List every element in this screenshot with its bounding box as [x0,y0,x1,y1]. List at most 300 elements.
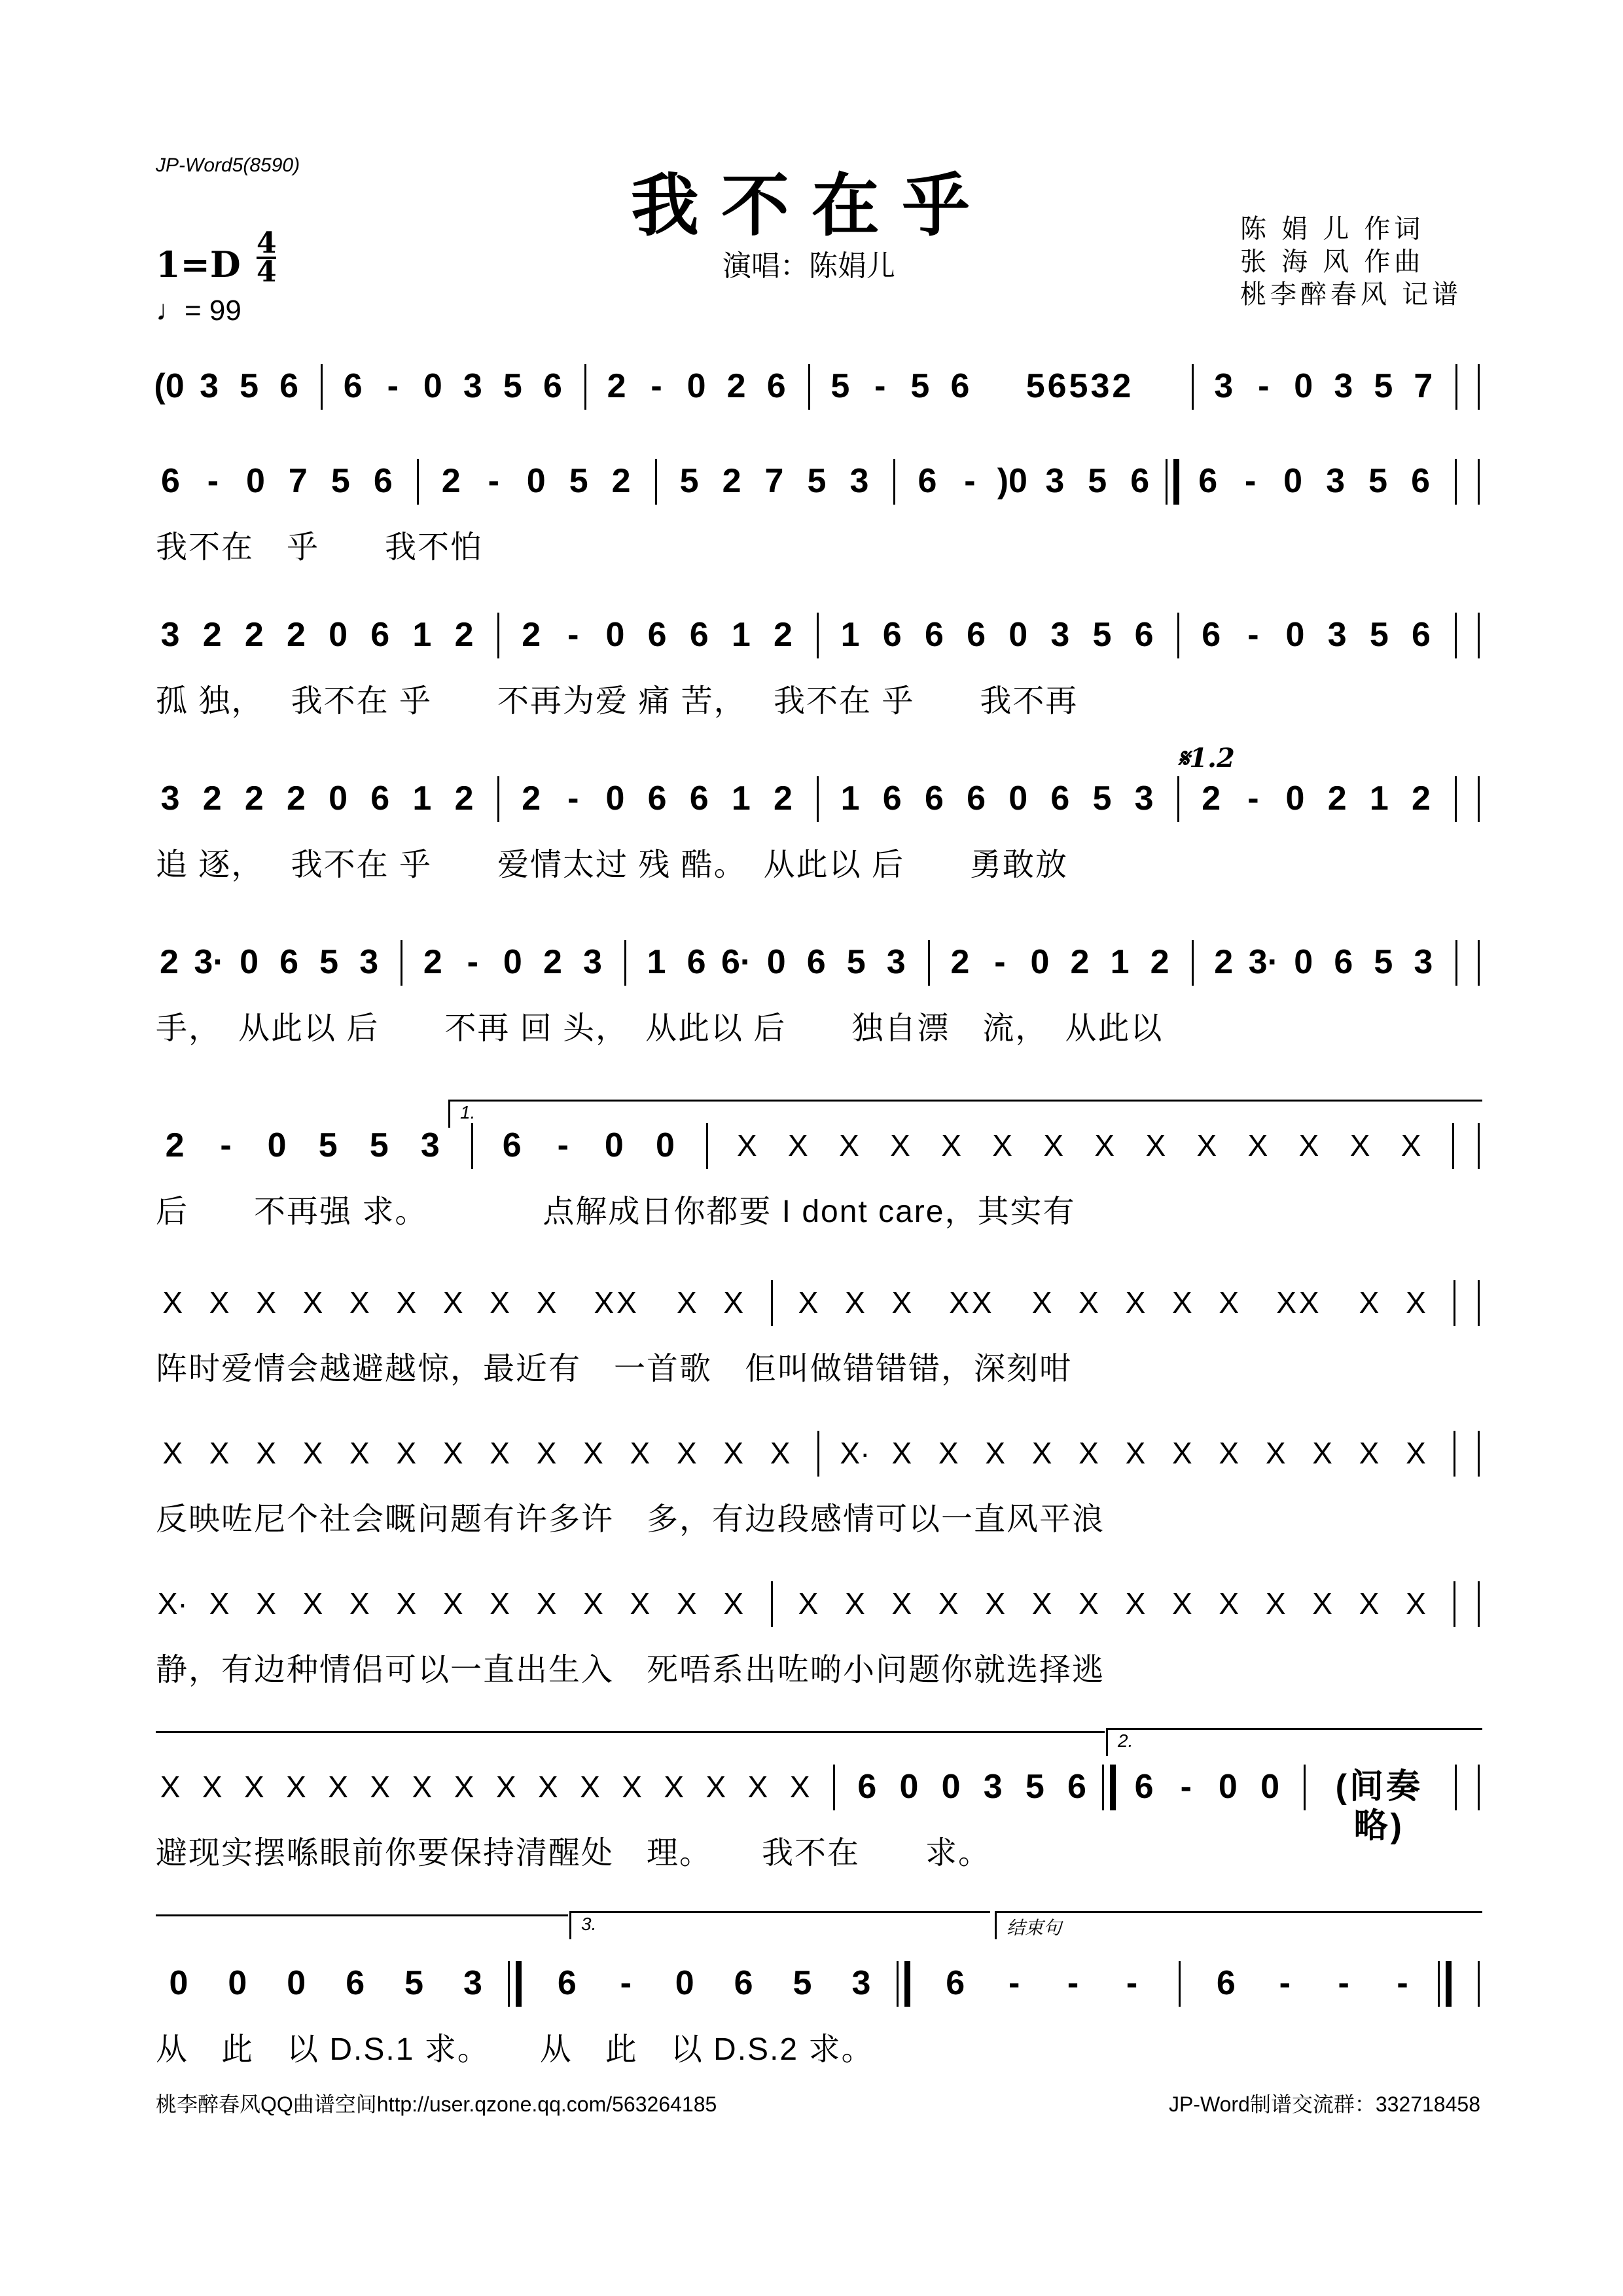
singer-credit: 演唱：陈娟儿 [722,250,895,282]
barline-end [1478,1765,1480,1810]
system-line [156,1731,1105,1733]
barline-end [1478,1581,1480,1627]
note: 3 [160,616,180,654]
note: X [349,1285,370,1319]
note: 3 [851,1964,871,2002]
lyric-line: 避现实摆喺眼前你要保持清醒处 理。 我不在 求。 [156,1836,991,1871]
barline [321,364,323,410]
note: X [1031,1587,1052,1621]
note: 0 [1008,780,1028,817]
barline [1455,1765,1457,1810]
notation-row [149,1126,1480,1165]
note: 2 [287,616,306,654]
note: 2 [522,780,541,817]
note: X [349,1436,370,1470]
note: X [891,1587,912,1621]
note: X [839,1128,859,1162]
barline [1179,1961,1181,2007]
note: - [620,1964,632,2002]
note: 3 [1050,616,1070,654]
note: X [891,1436,912,1470]
note: X [736,1128,757,1162]
note: X [302,1587,323,1621]
note: X· [840,1436,870,1470]
note: 6 [924,616,944,654]
volta-3-label: 3. [581,1914,597,1934]
notation-row [149,367,1480,406]
note: X [992,1128,1012,1162]
note: X [1219,1587,1240,1621]
song-title: 我不在乎 [630,165,992,245]
note: X [396,1285,417,1319]
notation-row [149,1283,1480,1322]
barline [928,940,930,986]
lyric-line: 孤 独， 我不在 乎 不再为爱 痛 苦， 我不在 乎 我不再 [156,684,1079,719]
note: 0 [267,1126,287,1164]
note: X [938,1436,959,1470]
note: X [1171,1436,1192,1470]
note: X [1031,1436,1052,1470]
lyric-line: 手， 从此以 后 不再 回 头， 从此以 后 独自漂 流， 从此以 [156,1011,1164,1046]
note: XX [594,1285,639,1319]
note: 6 [279,367,299,405]
note: 0 [655,1126,675,1164]
note: 6 [950,367,970,405]
barline-end [1478,1123,1480,1169]
barline [1455,613,1457,658]
lyric-line: 反映咗尼个社会嘅问题有许多许 多，有边段感情可以一直风平浪 [156,1502,1105,1537]
note: 5 [404,1964,424,2002]
note: X [664,1770,685,1804]
barline [817,613,819,658]
note: XX [1276,1285,1322,1319]
note: - [1067,1964,1079,2002]
note: X [798,1285,819,1319]
barline [706,1123,708,1169]
note: X [162,1285,183,1319]
note: X [209,1587,230,1621]
note: X [1079,1285,1099,1319]
note: X [845,1285,865,1319]
note: X [1125,1587,1146,1621]
note: - [874,367,886,405]
barline [808,364,810,410]
note: X [1359,1285,1380,1319]
barline [771,1280,773,1326]
note: 6 [1411,616,1431,654]
note: 0 [1008,616,1028,654]
note: X [1125,1285,1146,1319]
note: 5 [318,1126,338,1164]
note: 6 [1067,1768,1086,1806]
barline [1452,1123,1454,1169]
note: X [985,1587,1005,1621]
composer-credit: 张 海 风 作曲 [1240,247,1425,276]
barline [1455,459,1457,505]
note: X [1298,1128,1319,1162]
note: 0 [423,367,442,405]
note: 0 [1285,780,1305,817]
note: 6 [1202,616,1221,654]
note: X [536,1587,557,1621]
note: 2 [607,367,626,405]
note: 6 [346,1964,365,2002]
note: X [676,1285,697,1319]
note: 3 [983,1768,1003,1806]
note: 3 [582,943,602,981]
note: 5 [1369,616,1389,654]
note: 5 [1368,462,1388,500]
note: 3· [194,943,224,981]
note: 6 [279,943,299,981]
note: 0 [1030,943,1050,981]
barline [417,459,419,505]
note: X [370,1770,391,1804]
note: 0 [605,616,625,654]
note: X [723,1587,744,1621]
note: - [488,462,499,500]
note: 6 [687,943,706,981]
lyric-line: 追 逐， 我不在 乎 爱情太过 残 酷。 从此以 后 勇敢放 [156,848,1069,882]
note: 5 [1374,943,1393,981]
note: 3 [200,367,219,405]
barline-end [1478,1431,1480,1477]
note: 0 [941,1768,961,1806]
lyric-line: 我不在 乎 我不怕 [156,530,484,565]
note: X [891,1285,912,1319]
note: 6 [1050,780,1070,817]
volta-2-label: 2. [1118,1731,1133,1751]
barline-end [1478,1280,1480,1326]
note: 3 [1134,780,1154,817]
note: 6 [161,462,180,500]
note: 6 [1411,462,1430,500]
barline [1455,940,1457,986]
note: 2 [423,943,442,981]
note: X [1406,1587,1426,1621]
note: 6 [373,462,393,500]
lyric-line: 从 此 以 D.S.1 求。 从 此 以 D.S.2 求。 [156,2032,874,2067]
note: 2 [441,462,461,500]
segno-mark: 𝄋1.2 [1178,743,1235,774]
note: 0 [228,1964,247,2002]
note: X [580,1770,600,1804]
note: 6 [689,616,709,654]
note: 2 [454,616,474,654]
note: X [705,1770,726,1804]
note: X [1079,1587,1099,1621]
note: X [1406,1436,1426,1470]
lyric-line: 阵时爱情会越避越惊，最近有 一首歌 佢叫做错错错，深刻咁 [156,1352,1073,1386]
note: 6 [857,1768,877,1806]
notation-row [149,942,1480,982]
note: 1 [840,616,860,654]
note: X [583,1587,603,1621]
barline [1192,364,1194,410]
note: 6 [647,780,667,817]
note: 6 [806,943,826,981]
note: 2 [202,780,222,817]
note: X [676,1587,697,1621]
time-bottom: 4 [257,255,277,289]
note: 3 [1334,367,1353,405]
note: 0 [1260,1768,1279,1806]
note: 3 [420,1126,440,1164]
note: 6 [502,1126,522,1164]
note: X [1125,1436,1146,1470]
barline-end [1478,459,1480,505]
note: X [890,1128,910,1162]
note: 3 [1327,616,1347,654]
note: 5 [1025,1768,1044,1806]
barline [1177,776,1179,822]
note: 0 [169,1964,188,2002]
note: X [1247,1128,1268,1162]
note: 5 [240,367,259,405]
note: 1 [731,616,751,654]
note: 2 [774,616,793,654]
note: X [490,1587,510,1621]
note: 5 [679,462,699,500]
note: - [207,462,219,500]
note: 0 [526,462,546,500]
note: 5 [330,462,350,500]
note: X [1349,1128,1370,1162]
note: 0 [766,943,786,981]
note: 6 [543,367,562,405]
barline [471,1123,473,1169]
notation-row [149,1584,1480,1623]
note: 6 [370,780,390,817]
note: X [302,1285,323,1319]
note: X [243,1770,264,1804]
note: 6 [882,780,902,817]
note: X [1171,1587,1192,1621]
barline [893,459,895,505]
note: 5 [503,367,522,405]
note: 3 [849,462,869,500]
note: X [1312,1436,1332,1470]
note: 6 [689,780,709,817]
note: X [747,1770,768,1804]
footer-left: 桃李醉春风QQ曲谱空间http://user.qzone.qq.com/563264185 [156,2092,717,2116]
repeat-start [1166,459,1179,505]
note: X [1312,1587,1332,1621]
note: - [220,1126,232,1164]
barline-end [1478,776,1480,822]
transcriber-credit: 桃李醉春风 记谱 [1240,280,1463,309]
note: X [941,1128,961,1162]
note: X [1196,1128,1217,1162]
note: 0 [687,367,706,405]
note: 0 [1283,462,1303,500]
note: X [788,1128,808,1162]
note: X [256,1436,276,1470]
note: 0 [503,943,522,981]
volta-1 [448,1100,1482,1128]
barline [1454,1581,1455,1627]
note: X [302,1436,323,1470]
barline-end [1478,1961,1480,2007]
barline [1454,1280,1455,1326]
note: 6 [557,1964,577,2002]
note: 6 [1198,462,1218,500]
note: 1 [731,780,751,817]
note: )0 [997,462,1027,500]
note: 0 [329,780,348,817]
note: 0 [605,780,625,817]
software-label: JP-Word5(8590) [156,154,300,176]
note: X [1359,1436,1380,1470]
note: 2 [1070,943,1090,981]
note: X [160,1770,181,1804]
barline [817,1431,819,1477]
note: 2 [244,616,264,654]
note: 1 [412,616,432,654]
note: X· [157,1587,188,1621]
note: - [557,1126,569,1164]
note: - [964,462,976,500]
note: 2 [160,943,179,981]
note: X [789,1770,810,1804]
note: X [442,1587,463,1621]
note: X [209,1285,230,1319]
note: 0 [675,1964,694,2002]
barline [1177,613,1179,658]
note: X [537,1770,558,1804]
barline-end [1478,940,1480,986]
note: 2 [454,780,474,817]
note: X [286,1770,306,1804]
barline [624,940,626,986]
footer-right: JP-Word制谱交流群：332718458 [1168,2092,1480,2116]
note: X [536,1285,557,1319]
note: 6 [343,367,363,405]
note: X [454,1770,474,1804]
note: 6 [1134,616,1154,654]
note: X [770,1436,791,1470]
note: 0 [287,1964,306,2002]
barline [1454,1431,1455,1477]
note: X [798,1587,819,1621]
volta-1-label: 1. [460,1102,476,1122]
note: 5 [1092,780,1112,817]
note: 2 [1214,943,1234,981]
notation-row [149,1964,1480,2003]
note: X [1171,1285,1192,1319]
note: X [442,1285,463,1319]
note: 6 [918,462,937,500]
note: X [412,1770,433,1804]
note: - [651,367,662,405]
note: X [490,1436,510,1470]
note: X [349,1587,370,1621]
note: 3 [463,367,482,405]
note: 1 [412,780,432,817]
note: 2 [774,780,793,817]
note: 2 [244,780,264,817]
note: X [162,1436,183,1470]
note: X [1400,1128,1421,1162]
note: 2 [726,367,746,405]
note: - [1247,616,1259,654]
barline [497,776,499,822]
notation-row [149,1433,1480,1473]
note: X [1219,1436,1240,1470]
lyric-line: 后 不再强 求。 点解成日你都要 I dont care，其实有 [156,1194,1076,1229]
note: 6 [967,616,986,654]
time-top: 4 [257,226,277,260]
note: X [723,1436,744,1470]
note: 1 [1369,780,1389,817]
note: 3 [1214,367,1234,405]
note: X [630,1436,651,1470]
note: 5 [569,462,588,500]
note: 3 [160,780,180,817]
notation-row [149,779,1480,818]
tempo-marking: ♩= 99 [156,295,241,327]
note: 2 [950,943,970,981]
note: - [994,943,1006,981]
note: - [1338,1964,1349,2002]
note: 2 [1411,780,1431,817]
note: X [209,1436,230,1470]
note: - [1247,780,1259,817]
note: X [630,1587,651,1621]
note: X [1031,1285,1052,1319]
ending-bracket-label: 结束句 [1007,1918,1062,1938]
note: 2 [202,616,222,654]
note: 1 [840,780,860,817]
note: X [396,1436,417,1470]
note: 0 [245,462,265,500]
double-barline [1438,1961,1452,2007]
note: X [1145,1128,1166,1162]
note: 0 [604,1126,624,1164]
note: 5 [369,1126,389,1164]
note: (间奏略) [1335,1768,1423,1845]
note: X [845,1587,865,1621]
note: 2 [1150,943,1169,981]
note: 3 [1045,462,1065,500]
note: X [396,1587,417,1621]
volta-3 [569,1911,990,1939]
note: - [387,367,399,405]
note: 2 [287,780,306,817]
note: 6 [1134,1768,1154,1806]
notation-row [149,1767,1480,1845]
note: 0 [1218,1768,1238,1806]
note: - [1397,1964,1408,2002]
note: 6 [1334,943,1353,981]
note: 3 [1326,462,1346,500]
note: 6 [1216,1964,1236,2002]
note: - [1180,1768,1192,1806]
note: 6 [924,780,944,817]
note: 1 [1110,943,1130,981]
system-line [156,1914,568,1916]
note: 6 [370,616,390,654]
note: - [1279,1964,1291,2002]
note: 3 [463,1964,482,2002]
note: X [1219,1285,1240,1319]
note: 5 [1088,462,1107,500]
note: X [256,1587,276,1621]
notation-row [149,615,1480,655]
key-signature: 1=D [156,243,241,285]
ending-bracket [995,1911,1482,1939]
note: - [467,943,478,981]
